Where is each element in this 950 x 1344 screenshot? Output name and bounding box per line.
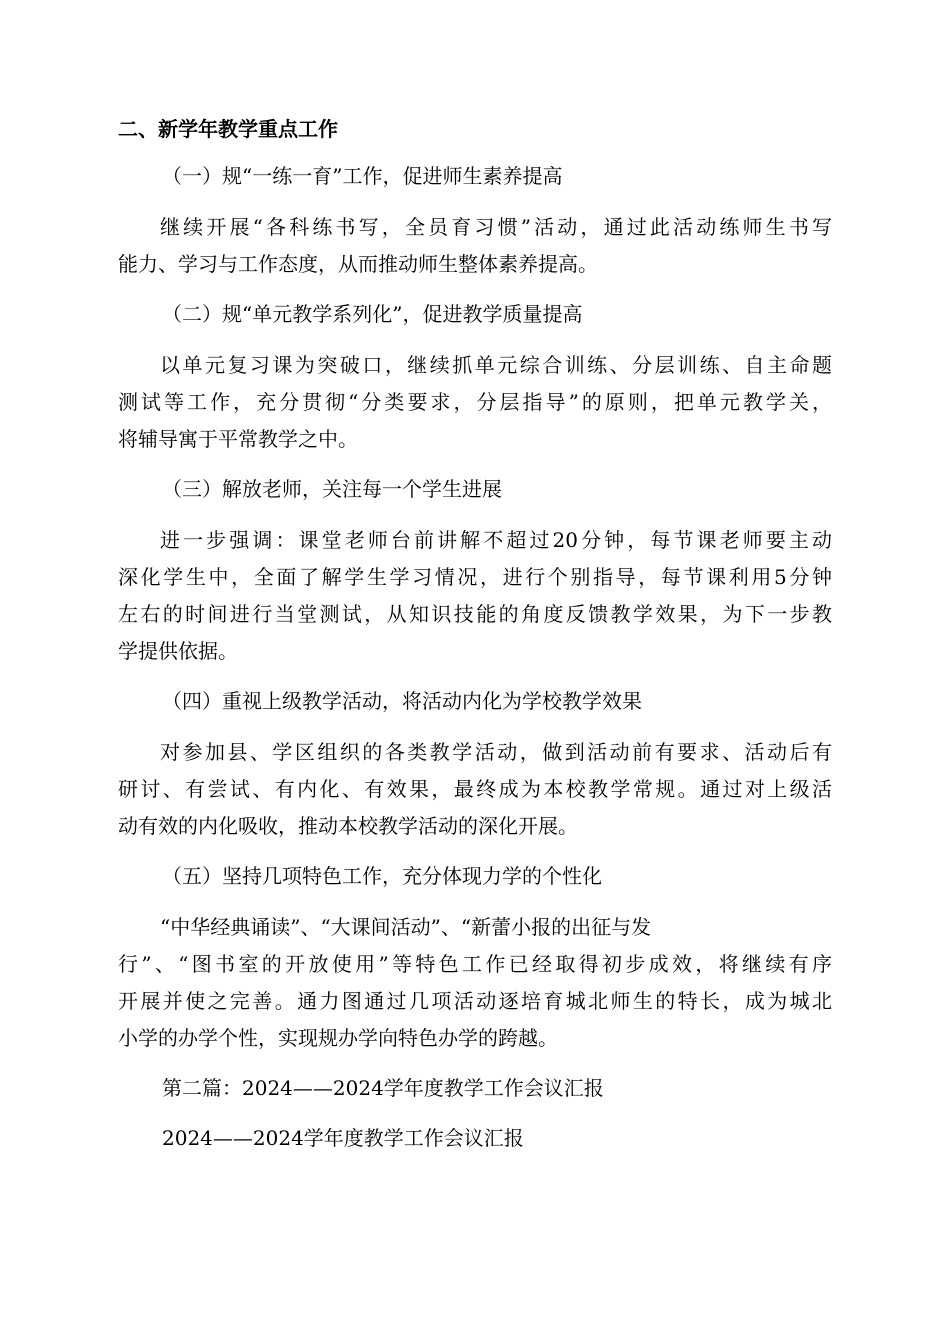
paragraph-line: 动有效的内化吸收，推动本校教学活动的深化开展。: [118, 814, 578, 838]
paragraph-3: [118, 522, 832, 670]
paragraph-line: 进一步强调：课堂老师台前讲解不超过20分钟，每节课老师要主动: [160, 528, 832, 552]
paragraph-line: 以单元复习课为突破口，继续抓单元综合训练、分层训练、自主命题: [160, 353, 832, 377]
second-chapter-title: 第二篇：2024——2024学年度教学工作会议汇报: [162, 1076, 604, 1100]
subsection-heading-4: （四）重视上级教学活动，将活动内化为学校教学效果: [162, 689, 642, 713]
paragraph-line: 行”、“图书室的开放使用”等特色工作已经取得初步成效，将继续有序: [118, 952, 832, 976]
paragraph-1: [118, 209, 832, 283]
paragraph-line: 开展并使之完善。通力图通过几项活动逐培育城北师生的特长，成为城北: [118, 989, 832, 1013]
subsection-heading-5: （五）坚持几项特色工作，充分体现力学的个性化: [162, 864, 602, 888]
paragraph-2: [118, 347, 832, 458]
subsection-heading-2: （二）规“单元教学系列化”，促进教学质量提高: [162, 302, 583, 326]
paragraph-line: 能力、学习与工作态度，从而推动师生整体素养提高。: [118, 252, 598, 276]
paragraph-line: 学提供依据。: [118, 639, 238, 663]
paragraph-4: [118, 734, 832, 845]
paragraph-line: 研讨、有尝试、有内化、有效果，最终成为本校教学常规。通过对上级活: [118, 777, 832, 801]
report-title: 2024——2024学年度教学工作会议汇报: [162, 1126, 524, 1150]
paragraph-line: 对参加县、学区组织的各类教学活动，做到活动前有要求、活动后有: [160, 740, 832, 764]
section-title: 二、新学年教学重点工作: [118, 117, 338, 141]
paragraph-line: “中华经典诵读”、“大课间活动”、“新蕾小报的出征与发: [160, 915, 652, 939]
paragraph-line: 继续开展“各科练书写，全员育习惯”活动，通过此活动练师生书写: [160, 215, 832, 239]
document-body: [118, 112, 832, 1171]
paragraph-line: 测试等工作，充分贯彻“分类要求，分层指导”的原则，把单元教学关，: [118, 390, 832, 414]
subsection-heading-3: （三）解放老师，关注每一个学生进展: [162, 477, 502, 501]
paragraph-line: 将辅导寓于平常教学之中。: [118, 427, 358, 451]
paragraph-line: 小学的办学个性，实现规办学向特色办学的跨越。: [118, 1026, 558, 1050]
paragraph-5: [118, 909, 832, 1057]
paragraph-line: 左右的时间进行当堂测试，从知识技能的角度反馈教学效果，为下一步教: [118, 602, 832, 626]
subsection-heading-1: （一）规“一练一育”工作，促进师生素养提高: [162, 164, 563, 188]
paragraph-line: 深化学生中，全面了解学生学习情况，进行个别指导，每节课利用5分钟: [118, 565, 832, 589]
